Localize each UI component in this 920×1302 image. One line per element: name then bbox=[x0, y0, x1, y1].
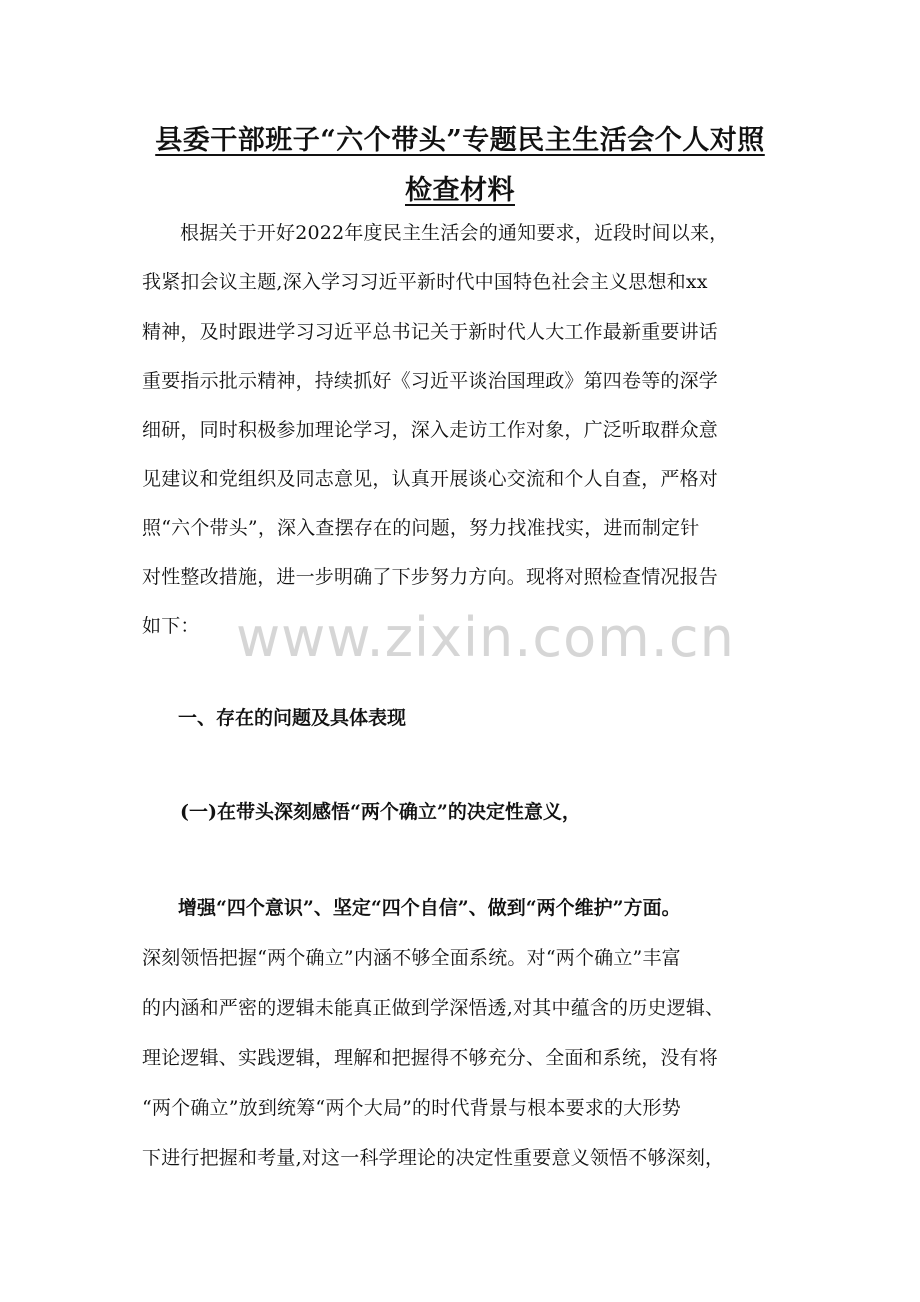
body-line-1: 深刻领悟把握“两个确立”内涵不够全面系统。对“两个确立”丰富 bbox=[142, 947, 681, 969]
intro-line-5: 细研，同时积极参加理论学习，深入走访工作对象，广泛听取群众意 bbox=[142, 419, 719, 441]
intro-line-9: 如下： bbox=[142, 615, 200, 637]
intro-line-1: 根据关于开好2022年度民主生活会的通知要求，近段时间以来， bbox=[180, 222, 729, 244]
intro-line-3: 精神，及时跟进学习习近平总书记关于新时代人大工作最新重要讲话 bbox=[142, 321, 719, 343]
intro-line-2: 我紧扣会议主题,深入学习习近平新时代中国特色社会主义思想和xx bbox=[142, 271, 708, 293]
document-title-line-2: 检查材料 bbox=[405, 175, 515, 206]
intro-line-7: 照“六个带头”，深入查摆存在的问题，努力找准找实，进而制定针 bbox=[142, 517, 700, 539]
subsection-heading-1-continued: 增强“四个意识”、坚定“四个自信”、做到“两个维护”方面。 bbox=[178, 897, 681, 919]
subsection-heading-1: (一)在带头深刻感悟“两个确立”的决定性意义， bbox=[180, 801, 581, 823]
intro-line-4: 重要指示批示精神，持续抓好《习近平谈治国理政》第四卷等的深学 bbox=[142, 370, 719, 392]
body-line-2: 的内涵和严密的逻辑未能真正做到学深悟透,对其中蕴含的历史逻辑、 bbox=[142, 997, 725, 1019]
intro-line-8: 对性整改措施，进一步明确了下步努力方向。现将对照检查情况报告 bbox=[142, 566, 719, 588]
watermark: www.zixin.com.cn bbox=[236, 606, 735, 669]
section-heading-1: 一、存在的问题及具体表现 bbox=[178, 707, 407, 729]
intro-line-6: 见建议和党组织及同志意见，认真开展谈心交流和个人自查，严格对 bbox=[142, 468, 719, 490]
body-line-5: 下进行把握和考量,对这一科学理论的决定性重要意义领悟不够深刻， bbox=[142, 1147, 725, 1169]
body-line-4: “两个确立”放到统筹“两个大局”的时代背景与根本要求的大形势 bbox=[142, 1097, 681, 1119]
document-title-line-1: 县委干部班子“六个带头”专题民主生活会个人对照 bbox=[155, 125, 765, 156]
body-line-3: 理论逻辑、实践逻辑，理解和把握得不够充分、全面和系统，没有将 bbox=[142, 1047, 719, 1069]
